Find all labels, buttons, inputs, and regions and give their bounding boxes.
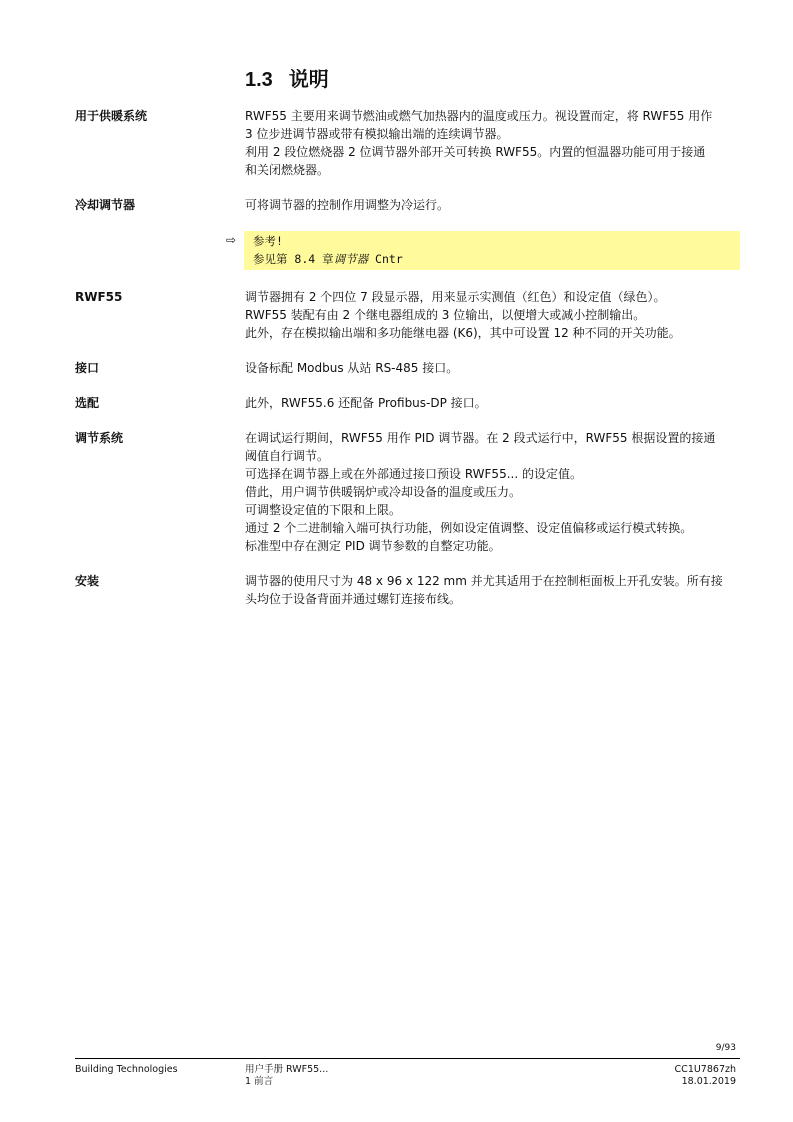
body-line: RWF55 主要用来调节燃油或燃气加热器内的温度或压力。视设置而定，将 RWF55 用作 xyxy=(245,109,713,123)
body-line: 调节器的使用尺寸为 48 x 96 x 122 mm 并尤其适用于在控制柜面板上开孔安装。所有接 xyxy=(245,574,723,588)
section-body xyxy=(245,107,740,179)
note-text: 参见第 8.4 章 xyxy=(253,252,334,266)
body-line: 可调整设定值的下限和上限。 xyxy=(245,503,402,517)
section-label: RWF55 xyxy=(75,290,123,304)
body-line: 此外，存在模拟输出端和多功能继电器 (K6)，其中可设置 12 种不同的开关功能。 xyxy=(245,326,681,340)
footer-document xyxy=(245,1064,328,1088)
body-line: 借此，用户调节供暖锅炉或冷却设备的温度或压力。 xyxy=(245,485,522,499)
page-number: 9/93 xyxy=(715,1043,736,1053)
section-label: 用于供暖系统 xyxy=(75,109,148,123)
footer-document-title: 用户手册 RWF55... xyxy=(245,1064,329,1075)
body-line: RWF55 装配有由 2 个继电器组成的 3 位输出，以便增大或减小控制输出。 xyxy=(245,308,646,322)
note-text: Cntr xyxy=(368,252,403,266)
footer-doc-code: CC1U7867zh xyxy=(674,1064,736,1075)
body-line: 调节器拥有 2 个四位 7 段显示器，用来显示实测值（红色）和设定值（绿色）。 xyxy=(245,290,666,304)
body-line: 此外，RWF55.6 还配备 Profibus-DP 接口。 xyxy=(245,396,487,410)
footer-chapter: 1 前言 xyxy=(245,1076,274,1087)
arrow-right-icon: ⇨ xyxy=(226,233,237,247)
section-label: 调节系统 xyxy=(75,431,124,445)
section-body xyxy=(245,196,740,214)
body-line: 可将调节器的控制作用调整为冷运行。 xyxy=(245,198,450,212)
section-body xyxy=(245,429,740,555)
body-line: 和关闭燃烧器。 xyxy=(245,163,330,177)
footer-date: 18.01.2019 xyxy=(681,1076,736,1087)
body-line: 可选择在调节器上或在外部通过接口预设 RWF55... 的设定值。 xyxy=(245,467,582,481)
body-line: 利用 2 段位燃烧器 2 位调节器外部开关可转换 RWF55。内置的恒温器功能可用于接通 xyxy=(245,145,706,159)
section-number: 1.3 xyxy=(245,69,273,91)
section-body xyxy=(245,572,740,608)
note-italic-text: 调节器 xyxy=(333,252,369,266)
note-highlight xyxy=(244,231,740,270)
note-line: 参考! xyxy=(253,234,283,248)
section-label: 接口 xyxy=(75,361,100,375)
section-body xyxy=(245,288,740,342)
body-line: 标准型中存在测定 PID 调节参数的自整定功能。 xyxy=(245,539,501,553)
footer-divider xyxy=(75,1058,740,1059)
footer-doc-info xyxy=(675,1064,736,1088)
section-label: 冷却调节器 xyxy=(75,198,136,212)
body-line: 在调试运行期间，RWF55 用作 PID 调节器。在 2 段式运行中，RWF55 根据设置的接通 xyxy=(245,431,716,445)
note-line xyxy=(253,250,740,268)
section-title: 说明 xyxy=(288,67,329,91)
body-line: 阈值自行调节。 xyxy=(245,449,330,463)
body-line: 头均位于设备背面并通过螺钉连接布线。 xyxy=(245,592,462,606)
body-line: 设备标配 Modbus 从站 RS-485 接口。 xyxy=(245,361,459,375)
section-label: 选配 xyxy=(75,396,100,410)
section-body xyxy=(245,394,740,412)
body-line: 通过 2 个二进制输入端可执行功能，例如设定值调整、设定值偏移或运行模式转换。 xyxy=(245,521,693,535)
footer-company: Building Technologies xyxy=(75,1064,178,1075)
section-label: 安装 xyxy=(75,574,100,588)
body-line: 3 位步进调节器或带有模拟输出端的连续调节器。 xyxy=(245,127,509,141)
page-title xyxy=(245,63,329,92)
section-body xyxy=(245,359,740,377)
